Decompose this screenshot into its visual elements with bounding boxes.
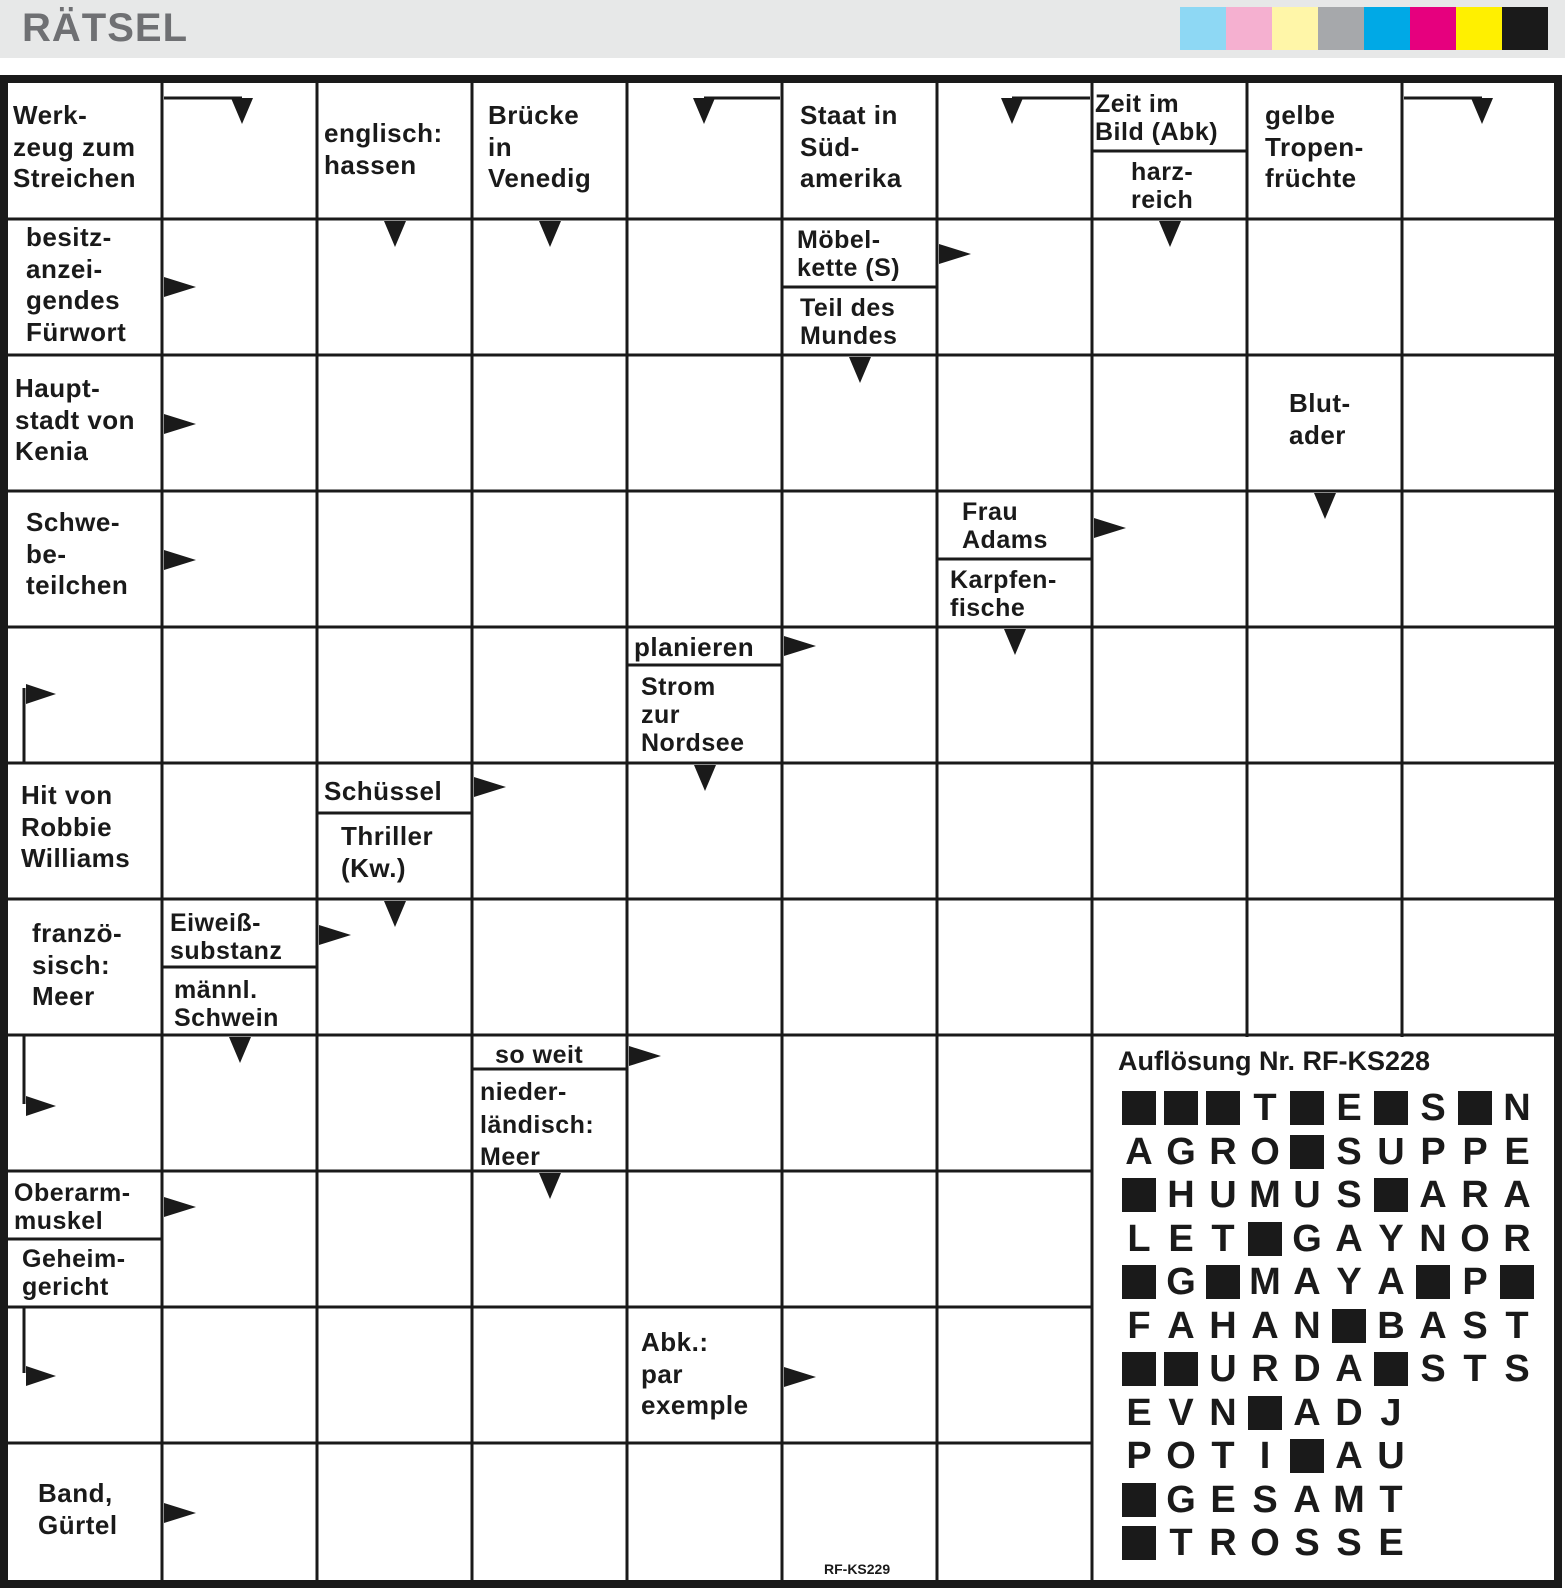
solution-letter: N	[1293, 1304, 1321, 1347]
arrow-down-icon	[693, 98, 715, 124]
solution-black-square	[1122, 1352, 1156, 1386]
solution-letter: V	[1168, 1391, 1194, 1434]
solution-letter: D	[1335, 1391, 1363, 1434]
arrow-down-icon	[384, 901, 406, 927]
clue-planieren: planieren	[634, 632, 755, 662]
arrow-right-icon	[164, 1197, 196, 1217]
solution-black-square	[1164, 1352, 1198, 1386]
solution-letter: S	[1336, 1174, 1362, 1216]
solution-letter: L	[1127, 1217, 1151, 1260]
solution-black-square	[1332, 1309, 1366, 1343]
solution-letter: E	[1504, 1130, 1530, 1173]
solution-letter: S	[1420, 1348, 1446, 1390]
clue-niederl: nieder- ländisch: Meer	[480, 1078, 595, 1171]
solution-letter: T	[1463, 1348, 1487, 1390]
solution-letter: M	[1249, 1174, 1281, 1216]
solution-black-square	[1374, 1178, 1408, 1212]
solution-black-square	[1164, 1091, 1198, 1125]
solution-row	[1118, 1088, 1538, 1128]
solution-row	[1118, 1349, 1538, 1389]
solution-black-square	[1374, 1352, 1408, 1386]
solution-black-square	[1248, 1222, 1282, 1256]
solution-letter: O	[1250, 1130, 1280, 1173]
solution-letter: A	[1335, 1435, 1363, 1477]
arrow-right-icon	[319, 925, 351, 945]
solution-black-square	[1416, 1265, 1450, 1299]
solution-letter: Y	[1378, 1217, 1404, 1260]
solution-letter: A	[1377, 1261, 1405, 1303]
solution-black-square	[1290, 1091, 1324, 1125]
arrow-right-icon	[164, 414, 196, 434]
clue-blutader: Blut- ader	[1289, 388, 1351, 450]
solution-letter: U	[1209, 1348, 1237, 1390]
solution-letter: S	[1252, 1478, 1278, 1521]
clue-maennl: männl. Schwein	[174, 976, 279, 1032]
solution-black-square	[1206, 1091, 1240, 1125]
arrow-right-icon	[629, 1046, 661, 1066]
clue-oberarm: Oberarm- muskel	[14, 1179, 131, 1235]
solution-letter: T	[1211, 1435, 1235, 1477]
clue-abk: Abk.: par exemple	[641, 1327, 749, 1421]
arrow-down-icon	[1159, 221, 1181, 247]
solution-letter: B	[1377, 1304, 1405, 1347]
solution-black-square	[1500, 1265, 1534, 1299]
solution-letter: R	[1209, 1522, 1237, 1564]
solution-letter: U	[1377, 1130, 1405, 1173]
arrow-right-icon	[26, 1096, 56, 1116]
solution-black-square	[1122, 1526, 1156, 1560]
solution-letter: A	[1293, 1261, 1321, 1303]
solution-letter: S	[1294, 1522, 1320, 1564]
clue-karpfen: Karpfen- fische	[950, 566, 1057, 622]
solution-letter: P	[1126, 1435, 1152, 1477]
arrow-right-icon	[474, 777, 506, 797]
clue-geheim: Geheim- gericht	[22, 1245, 126, 1301]
clue-thriller: Thriller (Kw.)	[341, 821, 434, 883]
arrow-down-icon	[1314, 493, 1336, 519]
solution-letter: T	[1505, 1304, 1529, 1347]
clue-bruecke: Brücke in Venedig	[488, 100, 592, 194]
arrow-down-icon	[539, 221, 561, 247]
arrow-right-icon	[784, 636, 816, 656]
solution-letter: H	[1167, 1174, 1195, 1216]
solution-letter: A	[1167, 1304, 1195, 1347]
solution-letter: N	[1419, 1217, 1447, 1260]
solution-letter: A	[1293, 1478, 1321, 1521]
solution-row	[1118, 1393, 1412, 1433]
arrow-down-icon	[229, 1037, 251, 1063]
arrow-right-icon	[939, 244, 971, 264]
clue-strom: Strom zur Nordsee	[641, 673, 745, 757]
solution-letter: H	[1209, 1304, 1237, 1347]
solution-row	[1118, 1175, 1538, 1215]
solution-letter: A	[1125, 1130, 1153, 1173]
solution-letter: A	[1335, 1217, 1363, 1260]
clue-teil-mundes: Teil des Mundes	[800, 294, 898, 350]
solution-letter: E	[1336, 1087, 1362, 1129]
solution-letter: O	[1460, 1217, 1490, 1260]
solution-letter: E	[1168, 1217, 1194, 1260]
arrow-down-icon	[1471, 98, 1493, 124]
solution-black-square	[1206, 1265, 1240, 1299]
clue-zeit-im-bild: Zeit im Bild (Abk)	[1095, 90, 1219, 146]
solution-letter: P	[1420, 1130, 1446, 1173]
clue-so-weit: so weit	[495, 1041, 584, 1069]
solution-letter: A	[1419, 1174, 1447, 1216]
clue-besitz: besitz- anzei- gendes Fürwort	[26, 222, 127, 348]
clue-band: Band, Gürtel	[38, 1478, 118, 1540]
arrow-down-icon	[1004, 629, 1026, 655]
solution-letter: T	[1211, 1217, 1235, 1260]
solution-letter: A	[1503, 1174, 1531, 1216]
solution-black-square	[1122, 1178, 1156, 1212]
solution-letter: S	[1462, 1304, 1488, 1347]
solution-title: Auflösung Nr. RF-KS228	[1118, 1046, 1431, 1076]
solution-black-square	[1122, 1483, 1156, 1517]
arrow-right-icon	[784, 1367, 816, 1387]
solution-letter: T	[1253, 1087, 1277, 1129]
solution-letter: R	[1209, 1130, 1237, 1173]
arrow-right-icon	[26, 684, 56, 704]
arrow-right-icon	[164, 550, 196, 570]
solution-letter: I	[1259, 1435, 1271, 1477]
arrow-down-icon	[849, 357, 871, 383]
clue-moebel: Möbel- kette (S)	[797, 226, 901, 282]
puzzle-title: RÄTSEL	[22, 6, 188, 50]
clue-englisch-hassen: englisch: hassen	[324, 118, 443, 180]
solution-letter: G	[1166, 1130, 1196, 1173]
solution-letter: E	[1126, 1391, 1152, 1434]
solution-letter: M	[1333, 1478, 1365, 1521]
solution-row	[1118, 1523, 1412, 1563]
solution-letter: T	[1169, 1522, 1193, 1564]
solution-black-square	[1374, 1091, 1408, 1125]
clue-werkzeug: Werk- zeug zum Streichen	[13, 100, 136, 194]
solution-letter: M	[1249, 1261, 1281, 1303]
solution-letter: A	[1293, 1391, 1321, 1434]
solution-black-square	[1290, 1135, 1324, 1169]
solution-letter: S	[1336, 1130, 1362, 1173]
clue-schuessel: Schüssel	[324, 776, 443, 806]
solution-letter: S	[1504, 1348, 1530, 1390]
solution-letter: N	[1503, 1087, 1531, 1129]
solution-row	[1118, 1262, 1538, 1302]
solution-letter: F	[1127, 1304, 1151, 1347]
arrow-down-icon	[539, 1173, 561, 1199]
solution-row	[1118, 1436, 1412, 1476]
solution-letter: R	[1503, 1217, 1531, 1260]
solution-row	[1118, 1219, 1538, 1259]
puzzle-code: RF-KS229	[824, 1561, 891, 1577]
solution-letter: G	[1166, 1478, 1196, 1521]
solution-letter: A	[1251, 1304, 1279, 1347]
solution-letter: O	[1166, 1435, 1196, 1477]
solution-black-square	[1290, 1439, 1324, 1473]
solution-letter: D	[1293, 1348, 1321, 1390]
solution-letter: E	[1378, 1522, 1404, 1564]
clue-hit: Hit von Robbie Williams	[21, 780, 131, 874]
arrow-down-icon	[231, 98, 253, 124]
solution-letter: R	[1251, 1348, 1279, 1390]
solution-letter: S	[1336, 1522, 1362, 1564]
solution-letter: R	[1461, 1174, 1489, 1216]
solution-letter: G	[1292, 1217, 1322, 1260]
solution-black-square	[1458, 1091, 1492, 1125]
clue-eiweiss: Eiweiß- substanz	[170, 909, 283, 965]
clue-franz: franzö- sisch: Meer	[32, 918, 123, 1012]
solution-letter: U	[1293, 1174, 1321, 1216]
solution-letter: P	[1462, 1261, 1488, 1303]
solution-letter: A	[1419, 1304, 1447, 1347]
arrow-down-icon	[1001, 98, 1023, 124]
arrow-right-icon	[164, 277, 196, 297]
solution-row	[1118, 1480, 1412, 1520]
solution-letter: T	[1379, 1478, 1403, 1521]
arrow-right-icon	[1094, 518, 1126, 538]
clue-harzreich: harz- reich	[1131, 158, 1194, 214]
arrow-right-icon	[164, 1503, 196, 1523]
arrow-down-icon	[384, 221, 406, 247]
clue-schwebe: Schwe- be- teilchen	[26, 507, 129, 601]
solution-letter: O	[1250, 1522, 1280, 1564]
solution-letter: U	[1377, 1435, 1405, 1477]
solution-row	[1118, 1132, 1538, 1172]
arrow-right-icon	[26, 1366, 56, 1386]
solution-black-square	[1122, 1091, 1156, 1125]
clue-staat: Staat in Süd- amerika	[800, 100, 902, 194]
clue-gelbe: gelbe Tropen- früchte	[1265, 100, 1364, 194]
clue-frau-adams: Frau Adams	[962, 498, 1048, 554]
arrow-down-icon	[694, 765, 716, 791]
solution-black-square	[1122, 1265, 1156, 1299]
solution-letter: U	[1209, 1174, 1237, 1216]
solution-letter: N	[1209, 1391, 1237, 1434]
solution-letter: S	[1420, 1087, 1446, 1129]
solution-letter: G	[1166, 1261, 1196, 1303]
solution-letter: Y	[1336, 1261, 1362, 1303]
solution-letter: J	[1380, 1391, 1402, 1434]
solution-letter: E	[1210, 1478, 1236, 1521]
solution-row	[1118, 1306, 1538, 1346]
solution-letter: A	[1335, 1348, 1363, 1390]
clue-hauptstadt: Haupt- stadt von Kenia	[15, 373, 136, 467]
solution-black-square	[1248, 1396, 1282, 1430]
right-arrows	[26, 244, 1126, 1523]
solution-letter: P	[1462, 1130, 1488, 1173]
